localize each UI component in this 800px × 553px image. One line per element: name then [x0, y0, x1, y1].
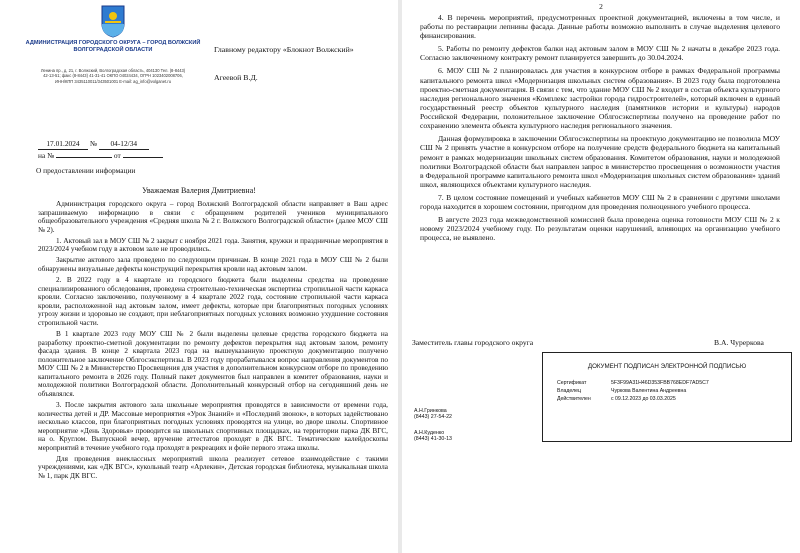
paragraph: 1. Актовый зал в МОУ СШ № 2 закрыт с ноября 2021 года. Занятия, кружки и праздничные мероприятия в 2023/2024 учебном году в актовом зале не проводились.	[38, 236, 388, 254]
paragraph: Закрытие актового зала проведено по следующим причинам. В конце 2021 года в МОУ СШ № 2 были обнаружены визуальные дефекты конструкций перекрытия кровли над актовым залом.	[38, 256, 388, 274]
registration-date: 17.01.2024	[38, 138, 88, 150]
electronic-signature-stamp	[542, 352, 792, 442]
administration-address: Ленина пр., д. 21, г. Волжский, Волгоградская область, 404130 Тел. (8-8443) 42-13-51; факс (8-8443) 41-31-41 ОКПО 04024434, ОГРН 1023402008706, ИНН/КПП 3435110011/343501001 E-mail: ag_info@volganet.ru	[40, 68, 186, 84]
reference-number	[56, 157, 112, 158]
letter-subject: О предоставлении информации	[36, 166, 136, 175]
letter-body	[38, 200, 388, 483]
recipient-position: Главному редактору «Блокнот Волжский»	[214, 45, 354, 54]
executor-2	[414, 430, 452, 443]
stamp-owner-value: Чуркова Валентина Андреевна	[611, 388, 687, 394]
reference-from-label: от	[113, 151, 121, 160]
paragraph: Данная формулировка в заключении Облгосэкспертизы на проектную документацию не позволила МОУ СШ № 2 принять участие в конкурсном отборе на получение средств федерального бюджета на капитальный ремонт в рамках модернизации школьных систем образования. Комитетом образования, науки и молодежной политики Волгоградской области был направлен запрос в министерство просвещения о возможности участия в Федеральной программе капитального ремонта школ «Модернизация школьных систем образования» зданий школ, являющихся объектами культурного наследия.	[420, 134, 780, 190]
stamp-details	[557, 379, 791, 403]
registration-number-label: №	[89, 139, 97, 148]
paragraph: В августе 2023 года межведомственной комиссией была проведена оценка готовности МОУ СШ № 2 к новому 2023/2024 учебному году. По результатам оценки нарушений, влияющих на организацию учебного процесса, не выявлено.	[420, 215, 780, 243]
reference-label: на №	[38, 151, 55, 160]
registration-number: 04-12/34	[99, 138, 149, 150]
paragraph: 2. В 2022 году в 4 квартале из городского бюджета были выделены средства на проведение специализированного обследования, проведена строительно-техническая экспертиза стропильной части каркаса кровли. Согласно заключению, полученному в 4 квартале 2022 года, состояние стропильной части каркаса кровли, расположенной над актовым залом, имеет дефекты, которые при благоприятных погодных условиях угрозу жизни и здоровью не создают, при неблагоприятных погодных условиях возможно ухудшение состояния стропильной части.	[38, 276, 388, 327]
reference-line	[38, 150, 163, 161]
executor-phone: (8443) 27-54-22	[414, 414, 452, 421]
executor-1	[414, 408, 452, 421]
letter-page-1	[0, 0, 398, 553]
stamp-owner-label: Владелец	[557, 388, 581, 394]
stamp-valid-value: с 09.12.2023 до 03.03.2025	[611, 396, 676, 402]
salutation: Уважаемая Валерия Дмитриевна!	[142, 186, 256, 195]
recipient-block	[214, 44, 394, 100]
paragraph: 3. После закрытия актового зала школьные мероприятия проводятся в зависимости от времени года, количества детей и ДР. Массовые мероприятия «Урок Знаний» и «Последний звонок», в которых задействовано несколько классов, при благоприятных погодных условиях проводятся на улице, во дворе школы. Спортивное мероприятие «День Здоровья» проводится на школьных спортивных площадках, на территории парка ДК ВГС, на о. Круглом. Выпускной вечер, вручение аттестатов проходят в ДК ВГС. Тематические калейдоскопы мероприятий в течение учебного года проходят в рекреациях и фойе первого этажа школы.	[38, 401, 388, 452]
paragraph: Для проведения внеклассных мероприятий школа реализует сетевое взаимодействие с такими учреждениями, как «ДК ВГС», кукольный театр «Арлекин», Детская городская библиотека, музыкальная школа № 1, парк ДК ВГС.	[38, 454, 388, 480]
stamp-cert-value: 5F3F99A31H46D353FBB768EDF7AD5C7	[611, 380, 709, 386]
stamp-title: ДОКУМЕНТ ПОДПИСАН ЭЛЕКТРОННОЙ ПОДПИСЬЮ	[587, 363, 747, 370]
executor-name: А.Н.Куденко	[414, 430, 445, 436]
letter-body-continued	[420, 13, 780, 246]
paragraph: 4. В перечень мероприятий, предусмотренных проектной документацией, включены в том числе, и работы по реставрации лепнины фасада. Данные работы возможно выполнить в случае выделения целевого финансирования.	[420, 13, 780, 41]
stamp-cert-label: Сертификат	[557, 380, 587, 386]
page-number: 2	[599, 2, 603, 11]
reference-date	[123, 157, 163, 158]
paragraph: 5. Работы по ремонту дефектов балки над актовым залом в МОУ СШ № 2 начаты в декабре 2023 года. Согласно заключенному контракту ремонт планируется завершить до 30.04.2024.	[420, 44, 780, 63]
signatory-position: Заместитель главы городского округа	[412, 338, 534, 347]
recipient-name: Агеевой В.Д.	[214, 73, 258, 82]
executor-name: А.Н.Гринкова	[414, 408, 447, 414]
paragraph: 6. МОУ СШ № 2 планировалась для участия в конкурсном отборе в рамках Федеральной программы капитального ремонта школ «Модернизация школьных систем образования». В 2023 году была подготовлена проектно-сметная документация. В связи с тем, что здание МОУ СШ № 2 входит в состав объекта культурного наследия регионального значения «Комплекс застройки города гидростроителей», который включен в единый государственный реестр объектов культурного наследия (памятников истории и культуры) народов Российской Федерации, положительное заключение Облгосэкспертизы получено на проведение работ по сохранению элемента объекта культурного наследия регионального значения.	[420, 66, 780, 131]
administration-title: АДМИНИСТРАЦИЯ ГОРОДСКОГО ОКРУГА – ГОРОД ВОЛЖСКИЙ ВОЛГОГРАДСКОЙ ОБЛАСТИ	[25, 40, 201, 53]
coat-of-arms-icon	[100, 4, 126, 38]
letter-page-2	[402, 0, 800, 553]
paragraph: Администрация городского округа – город Волжский Волгоградской области направляет в Ваш адрес запрашиваемую информацию в связи с обращением родителей учеников муниципального общеобразовательного учреждения «Средняя школа № 2 г. Волжского Волгоградской области» (далее МОУ СШ № 2).	[38, 200, 388, 234]
registration-line	[38, 138, 149, 150]
paragraph: В 1 квартале 2023 году МОУ СШ № 2 были выделены целевые средства городского бюджета на разработку проектно-сметной документации по ремонту дефектов перекрытия над актовым залом, ремонту фасада здания. В конце 2 квартала 2023 года на вышеуказанную проектную документацию получено положительное заключение Облгосэкспертизы. В 2023 году прорабатывался вопрос направления документов по МОУ СШ № 2 в Министерство Просвещения для участия в дополнительном конкурсном отборе по проведению капитального ремонта в 2026 году. Полный пакет документов был направлен в комитет образования, науки и молодежной политики Волгоградской области. Дополнительный конкурсный отбор на сегодняшний день не объявлялся.	[38, 330, 388, 398]
stamp-valid-label: Действителен	[557, 396, 591, 402]
executor-phone: (8443) 41-30-13	[414, 436, 452, 443]
signatory-name: В.А. Чуреркова	[714, 338, 764, 347]
paragraph: 7. В целом состояние помещений и учебных кабинетов МОУ СШ № 2 в сравнении с другими школами города находится в хорошем состоянии, пригодном для проведения полноценного учебного процесса.	[420, 193, 780, 212]
